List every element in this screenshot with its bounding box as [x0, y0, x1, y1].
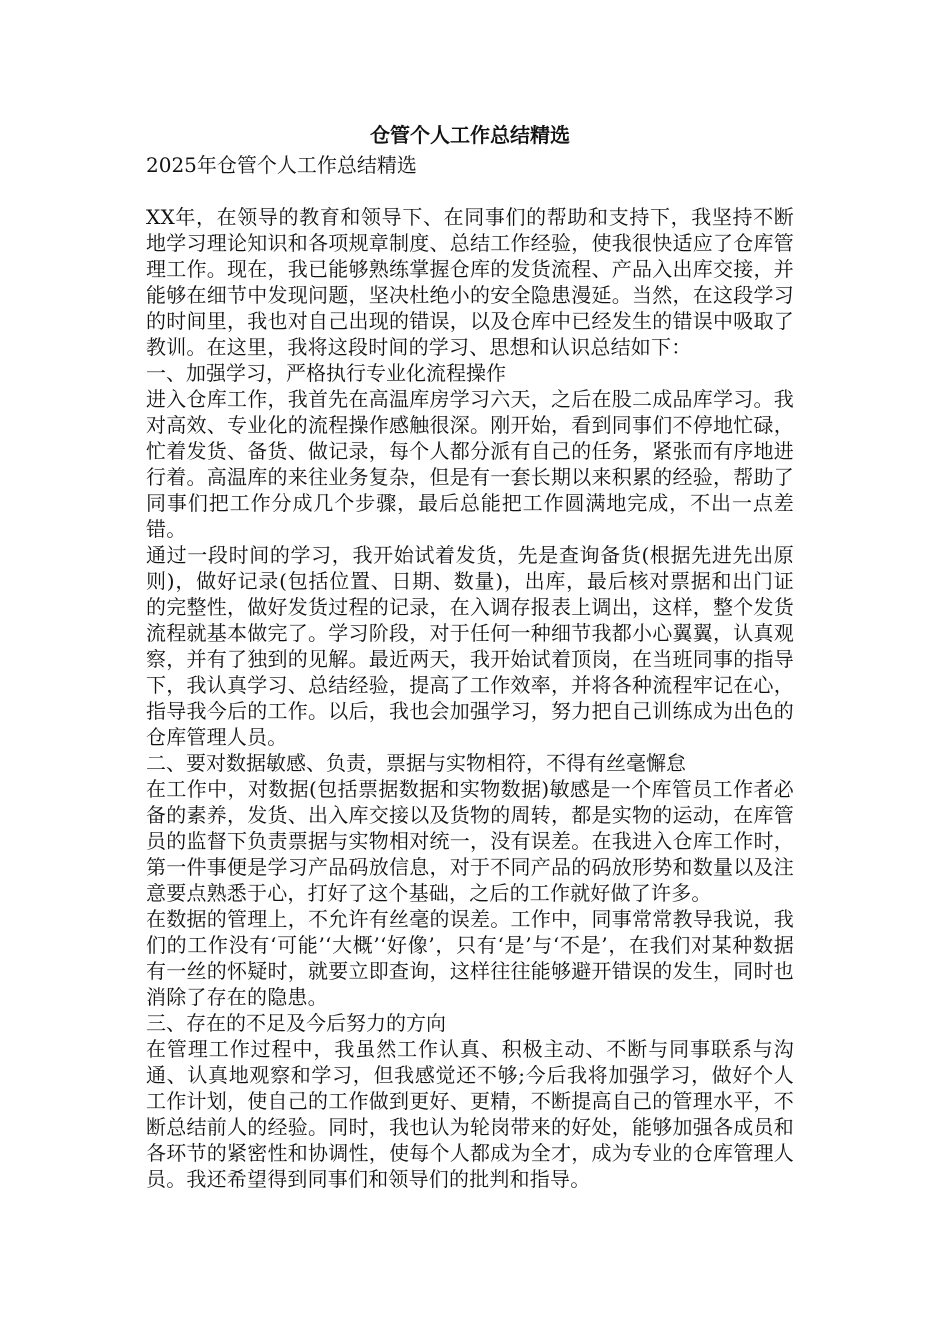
section-2-paragraph-2: 在数据的管理上，不允许有丝毫的误差。工作中，同事常常教导我说，我们的工作没有‘可能’‘大概’‘好像’，只有‘是’与‘不是’，在我们对某种数据有一丝的怀疑时，就要立即查询，这样往往能够避开错误的发生，同时也消除了存在的隐患。	[146, 907, 794, 1009]
document-title: 仓管个人工作总结精选	[370, 123, 570, 147]
document-subtitle: 2025年仓管个人工作总结精选	[146, 153, 417, 177]
section-2-heading: 二、要对数据敏感、负责，票据与实物相符，不得有丝毫懈怠	[146, 751, 686, 775]
section-3-heading: 三、存在的不足及今后努力的方向	[146, 1011, 446, 1035]
section-1-paragraph-2: 通过一段时间的学习，我开始试着发货，先是查询备货(根据先进先出原则)，做好记录(包括位置、日期、数量)，出库，最后核对票据和出门证的完整性，做好发货过程的记录，在入调存报表上调出，这样，整个发货流程就基本做完了。学习阶段，对于任何一种细节我都小心翼翼，认真观察，并有了独到的见解。最近两天，我开始试着顶岗，在当班同事的指导下，我认真学习、总结经验，提高了工作效率，并将各种流程牢记在心，指导我今后的工作。以后，我也会加强学习，努力把自己训练成为出色的仓库管理人员。	[146, 543, 794, 749]
blank-line	[146, 178, 794, 204]
intro-paragraph: XX年，在领导的教育和领导下、在同事们的帮助和支持下，我坚持不断地学习理论知识和各项规章制度、总结工作经验，使我很快适应了仓库管理工作。现在，我已能够熟练掌握仓库的发货流程、产品入出库交接，并能够在细节中发现问题，坚决杜绝小的安全隐患漫延。当然，在这段学习的时间里，我也对自己出现的错误，以及仓库中已经发生的错误中吸取了教训。在这里，我将这段时间的学习、思想和认识总结如下：	[146, 205, 794, 359]
section-1-heading: 一、加强学习，严格执行专业化流程操作	[146, 361, 506, 385]
document-page	[146, 118, 794, 1192]
section-3-paragraph-1: 在管理工作过程中，我虽然工作认真、积极主动、不断与同事联系与沟通、认真地观察和学习，但我感觉还不够;今后我将加强学习，做好个人工作计划，使自己的工作做到更好、更精，不断提高自己的管理水平，不断总结前人的经验。同时，我也认为轮岗带来的好处，能够加强各成员和各环节的紧密性和协调性，使每个人都成为全才，成为专业的仓库管理人员。我还希望得到同事们和领导们的批判和指导。	[146, 1037, 794, 1191]
section-2-paragraph-1: 在工作中，对数据(包括票据数据和实物数据)敏感是一个库管员工作者必备的素养，发货、出入库交接以及货物的周转，都是实物的运动，在库管员的监督下负责票据与实物相对统一，没有误差。在我进入仓库工作时，第一件事便是学习产品码放信息，对于不同产品的码放形势和数量以及注意要点熟悉于心，打好了这个基础，之后的工作就好做了许多。	[146, 777, 794, 905]
section-1-paragraph-1: 进入仓库工作，我首先在高温库房学习六天，之后在股二成品库学习。我对高效、专业化的流程操作感触很深。刚开始，看到同事们不停地忙碌，忙着发货、备货、做记录，每个人都分派有自己的任务，紧张而有序地进行着。高温库的来往业务复杂，但是有一套长期以来积累的经验，帮助了同事们把工作分成几个步骤，最后总能把工作圆满地完成，不出一点差错。	[146, 387, 794, 541]
